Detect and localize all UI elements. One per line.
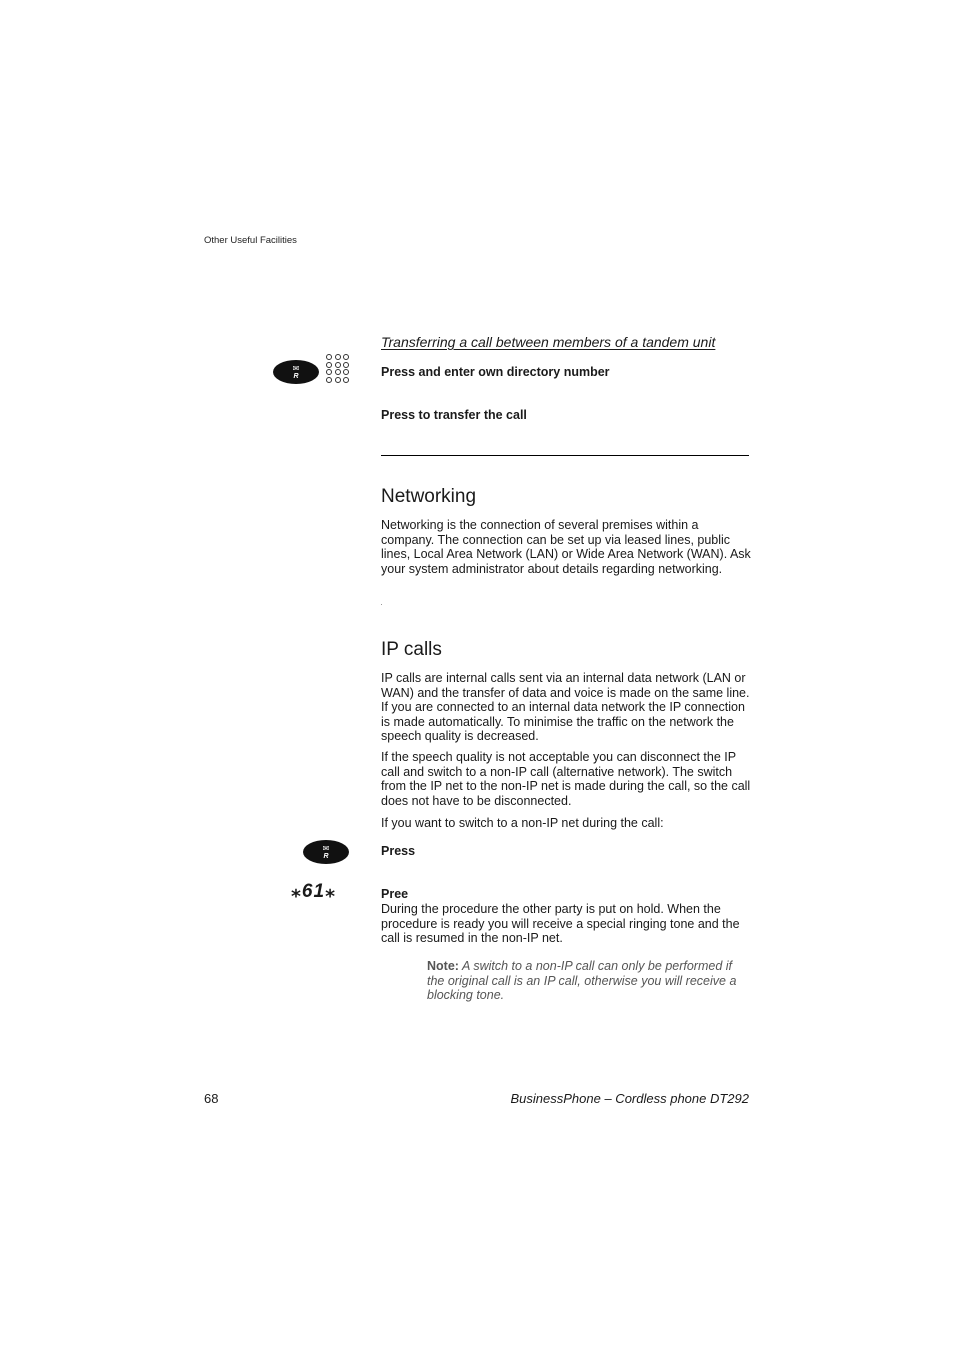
r-button-icon: ✉ R — [273, 360, 319, 384]
envelope-icon: ✉ — [322, 843, 330, 853]
note-label: Note: — [427, 959, 459, 973]
divider-dot — [381, 604, 382, 605]
keypad-icon — [326, 354, 350, 383]
networking-body: Networking is the connection of several premises within a company. The connection can be set up via leased lines, public lines, Local Area Network (LAN) or Wide Area Network (WAN). Ask your system administrator about details regarding networking. — [381, 518, 751, 576]
note — [427, 959, 751, 1003]
note-body: A switch to a non-IP call can only be performed if the original call is an IP call, otherwise you will receive a blocking tone. — [427, 959, 737, 1002]
section-header: Other Useful Facilities — [204, 235, 297, 246]
key-code: ⁎61⁎ — [291, 881, 337, 902]
section-divider — [381, 455, 749, 456]
page-number: 68 — [204, 1091, 219, 1106]
ip-calls-heading: IP calls — [381, 639, 442, 660]
envelope-icon: ✉ — [292, 363, 300, 373]
pree-body: During the procedure the other party is put on hold. When the procedure is ready you will receive a special ringing tone and the call is resumed in the non-IP net. — [381, 902, 740, 945]
ip-calls-para-3: If you want to switch to a non-IP net during the call: — [381, 816, 664, 830]
ip-calls-para-1: IP calls are internal calls sent via an internal data network (LAN or WAN) and the transfer of data and voice is made on the same line. If you are connected to an internal data network the IP connection is made automatically. To minimise the traffic on the network the speech quality is decreased. — [381, 671, 750, 743]
step-press: Press — [381, 844, 416, 858]
tandem-heading: Transferring a call between members of a tandem unit — [381, 334, 716, 350]
ip-calls-para-2: If the speech quality is not acceptable you can disconnect the IP call and switch to a non-IP call (alternative network). The switch from the IP net to the non-IP net is made during the call, so the call does not have to be disconnected. — [381, 750, 751, 808]
step-transfer: Press to transfer the call — [381, 408, 527, 422]
step-enter-number: Press and enter own directory number — [381, 365, 610, 379]
product-name: BusinessPhone – Cordless phone DT292 — [510, 1091, 749, 1106]
step-pree: Pree — [381, 887, 409, 901]
networking-heading: Networking — [381, 486, 477, 507]
r-button-icon: ✉ R — [303, 840, 349, 864]
